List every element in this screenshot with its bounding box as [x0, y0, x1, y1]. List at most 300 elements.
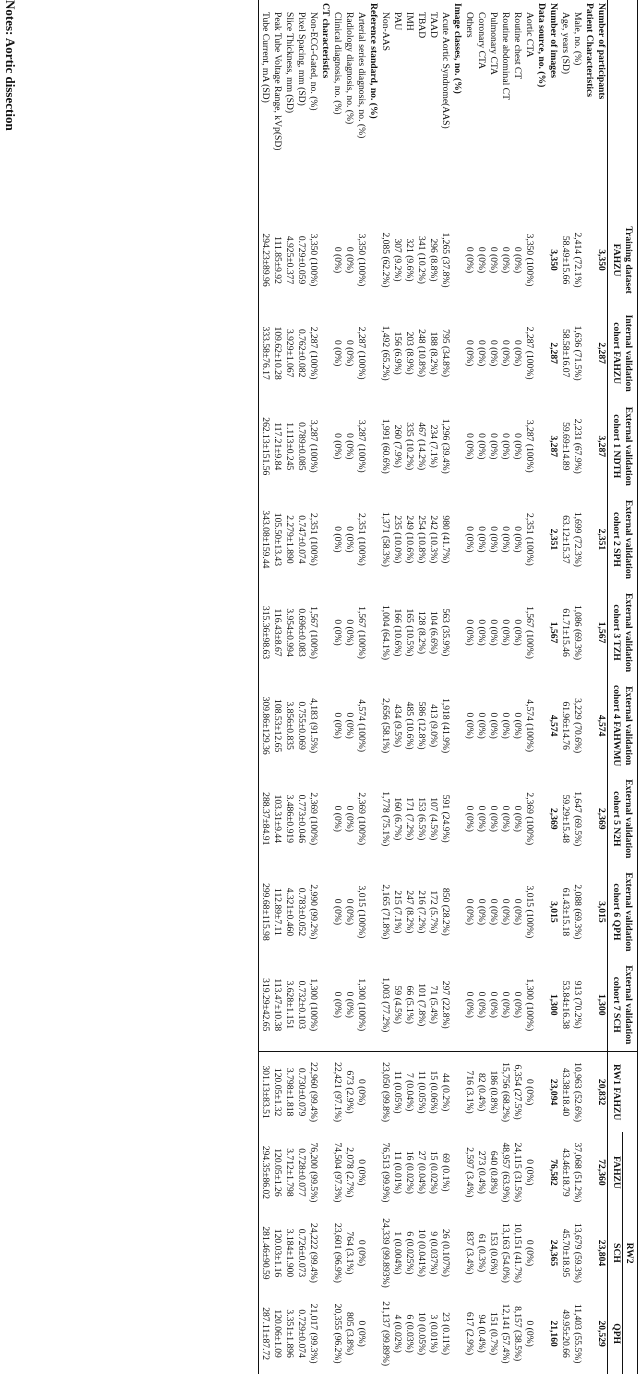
- row-label: Reference standard, no. (%): [368, 3, 379, 119]
- table-cell: [451, 493, 463, 586]
- table-cell: 0.762±0.082: [296, 328, 307, 378]
- table-cell: [535, 586, 547, 679]
- table-cell: 0 (0%): [464, 898, 475, 926]
- table-cell: 301.13±83.51: [259, 1052, 272, 1133]
- row-label: Clinical diagnosis, no. (%): [332, 12, 343, 115]
- table-cell: 10 (0.05%): [416, 1312, 427, 1356]
- table-cell: 2,656 (58.1%): [380, 698, 391, 754]
- table-cell: 2,351: [548, 528, 559, 551]
- row-label: Others: [464, 12, 475, 38]
- table-cell: 0.773±0.046: [296, 794, 307, 843]
- table-cell: 281.46±90.59: [259, 1213, 272, 1294]
- table-cell: 0 (0%): [464, 619, 475, 646]
- table-cell: 61.43±15.18: [560, 887, 571, 937]
- table-cell: 11 (0.01%): [392, 1151, 403, 1194]
- table-cell: 74,504 (97.3%): [332, 1142, 343, 1203]
- table-row-number-of-images: [547, 0, 559, 1374]
- table-cell: 20,355 (96.2%): [332, 1303, 343, 1364]
- table-cell: 108.53±12.65: [272, 699, 283, 753]
- row-label: Age, years (SD): [560, 12, 571, 75]
- table-cell: 335 (10.2%): [404, 422, 415, 471]
- row-label: IMH: [404, 12, 415, 31]
- table-cell: 0 (0%): [344, 712, 355, 739]
- row-label: Arterial series diagnosis, no. (%): [356, 12, 367, 139]
- table-cell: 0 (0%): [464, 526, 475, 553]
- table-cell: 3 (0.01%): [428, 1314, 439, 1353]
- row-label: Slice Thickness, mm (SD): [284, 12, 295, 114]
- table-cell: 4,574: [548, 714, 559, 737]
- table-cell: 21,017 (99.3%): [308, 1303, 319, 1364]
- table-cell: [583, 1052, 595, 1133]
- table-cell: 4.321±0.460: [284, 887, 295, 937]
- table-cell: 0 (0%): [476, 433, 487, 460]
- table-cell: [535, 1052, 547, 1133]
- table-cell: 166 (10.6%): [392, 608, 403, 657]
- table-cell: 111.85±9.92: [272, 236, 283, 284]
- table-cell: 0 (0%): [488, 619, 499, 646]
- column-header-10: RW1 FAHZU: [608, 1052, 638, 1133]
- table-cell: 563 (35.9%): [440, 608, 451, 657]
- table-cell: [367, 213, 379, 306]
- table-cell: 120.03±1.16: [272, 1228, 283, 1278]
- table-cell: [367, 772, 379, 865]
- row-label: Non-AAS: [380, 12, 391, 51]
- table-cell: 0.729±0.074: [296, 1309, 307, 1358]
- table-row-image-classes-no: [451, 0, 463, 1374]
- table-cell: 434 (9.5%): [392, 704, 403, 748]
- table-cell: 1.113±0.245: [284, 422, 295, 471]
- table-cell: [451, 1293, 463, 1374]
- table-cell: 0 (0%): [464, 991, 475, 1018]
- table-cell: 44 (0.2%): [439, 1052, 451, 1133]
- table-cell: 3,287: [596, 435, 607, 458]
- table-cell: 0 (0%): [476, 805, 487, 832]
- table-cell: 24,222 (99.4%): [308, 1223, 319, 1283]
- table-cell: 4,574 (100%): [524, 699, 535, 753]
- table-cell: 294.35±86.02: [259, 1132, 272, 1213]
- table-cell: 82 (0.4%): [475, 1052, 487, 1133]
- table-cell: 156 (6.9%): [392, 331, 403, 375]
- table-cell: 172 (5.7%): [428, 890, 439, 934]
- table-cell: 913 (70.2%): [572, 980, 583, 1029]
- table-cell: 59.69±14.89: [560, 422, 571, 471]
- table-cell: 0 (0%): [332, 619, 343, 646]
- table-cell: 3,287 (100%): [356, 419, 367, 473]
- table-cell: 9 (0.037%): [428, 1231, 439, 1275]
- table-cell: 58.58±16.07: [560, 328, 571, 378]
- table-cell: [583, 586, 595, 679]
- table-cell: 0 (0%): [500, 805, 511, 832]
- table-cell: 309.86±129.36: [259, 679, 272, 772]
- table-cell: 3,350 (100%): [524, 233, 535, 287]
- table-cell: 2,369 (100%): [308, 792, 319, 846]
- table-cell: 2,351 (100%): [524, 513, 535, 566]
- table-cell: 66 (5.1%): [404, 985, 415, 1024]
- table-cell: [535, 679, 547, 772]
- table-cell: 43.46±18.79: [560, 1148, 571, 1197]
- table-cell: 673 (2.9%): [343, 1052, 355, 1133]
- table-cell: 3,015: [596, 901, 607, 923]
- table-cell: 0 (0%): [476, 526, 487, 553]
- table-cell: 0 (0%): [464, 433, 475, 460]
- table-cell: 11,403 (55.5%): [572, 1303, 583, 1364]
- column-header-4: External validation cohort 2 SPH: [608, 493, 638, 586]
- table-cell: 3,287: [548, 435, 559, 458]
- table-cell: 3,287 (100%): [308, 419, 319, 473]
- table-cell: [535, 958, 547, 1051]
- table-cell: 0 (0%): [344, 991, 355, 1018]
- table-cell: 8,157 (38.5%): [512, 1306, 523, 1362]
- row-label: Coronary CTA: [476, 12, 487, 70]
- table-cell: 1,647 (69.5%): [572, 791, 583, 847]
- table-cell: [319, 586, 331, 679]
- table-cell: 2,369 (100%): [524, 792, 535, 846]
- table-cell: [583, 958, 595, 1051]
- table-cell: 0 (0%): [500, 246, 511, 274]
- table-cell: 288.37±84.91: [259, 772, 272, 865]
- table-cell: 1,265 (37.8%): [440, 232, 451, 288]
- table-cell: 23,094: [547, 1052, 559, 1133]
- table-cell: 0 (0%): [464, 712, 475, 739]
- table-cell: 2.279±1.890: [284, 515, 295, 564]
- table-cell: 1,300 (100%): [356, 978, 367, 1032]
- table-cell: 128 (8.2%): [416, 610, 427, 655]
- rw2-group-header: RW2: [623, 1132, 638, 1374]
- column-header-1: Training dataset FAHZU: [608, 213, 638, 306]
- table-cell: 640 (0.8%): [488, 1150, 499, 1195]
- table-cell: 0 (0%): [476, 991, 487, 1018]
- table-cell: [367, 1052, 379, 1133]
- table-cell: 249 (10.6%): [404, 515, 415, 564]
- table-cell: 0 (0%): [464, 246, 475, 274]
- table-cell: 0 (0%): [488, 712, 499, 739]
- table-cell: 1,296 (39.4%): [440, 418, 451, 474]
- table-cell: 26 (0.107%): [440, 1229, 451, 1277]
- table-cell: 321 (9.6%): [404, 238, 415, 282]
- table-cell: 12,141 (57.4%): [500, 1303, 511, 1364]
- table-row-coronary-cta: [475, 0, 487, 1374]
- table-cell: 16 (0.02%): [404, 1150, 415, 1195]
- table-cell: 23,804: [596, 1239, 607, 1267]
- table-cell: 617 (2.9%): [464, 1312, 475, 1356]
- table-cell: 4 (0.02%): [392, 1314, 403, 1353]
- table-cell: 23,601 (96.9%): [332, 1223, 343, 1283]
- table-row-tube-current-ma-sd: [259, 0, 272, 1374]
- table-cell: 0.730±0.079: [295, 1052, 307, 1133]
- table-cell: [451, 1132, 463, 1213]
- table-cell: 113.47±10.38: [272, 978, 283, 1032]
- row-label: Non-ECG-Gated, no. (%): [308, 12, 319, 111]
- table-cell: 795 (34.8%): [440, 329, 451, 378]
- table-cell: [583, 307, 595, 400]
- table-cell: 21,160: [548, 1320, 559, 1347]
- table-cell: 0 (0%): [476, 246, 487, 274]
- table-cell: 0 (0%): [523, 1052, 535, 1133]
- table-cell: [535, 1293, 547, 1374]
- table-cell: 0 (0%): [355, 1052, 367, 1133]
- cohort-characteristics-table: [258, 0, 638, 1374]
- table-row-arterial-series-diagnosis-no: [355, 0, 367, 1374]
- column-header-12: SCH: [608, 1213, 623, 1294]
- table-row-routine-abdominal-ct: [499, 0, 511, 1374]
- table-cell: 76,582: [548, 1159, 559, 1186]
- table-cell: 2,287 (100%): [356, 326, 367, 380]
- table-cell: 0.696±0.083: [296, 608, 307, 657]
- table-row-patient-characteristics: [583, 0, 595, 1374]
- table-row-age-years-sd: [559, 0, 571, 1374]
- table-cell: [583, 400, 595, 493]
- table-cell: [535, 865, 547, 958]
- row-label: Data source, no. (%): [536, 3, 547, 88]
- table-cell: 203 (8.9%): [404, 331, 415, 375]
- table-cell: 7 (0.04%): [403, 1052, 415, 1133]
- table-cell: 0 (0%): [332, 246, 343, 274]
- table-cell: [319, 1213, 331, 1294]
- table-cell: 299.68±115.98: [259, 865, 272, 958]
- table-cell: 3.628±1.151: [284, 980, 295, 1029]
- table-row-ct-characteristics: [319, 0, 331, 1374]
- table-cell: [535, 307, 547, 400]
- row-label: Peak Tube Voltage Range, kVp(SD): [272, 12, 283, 151]
- table-cell: 1,567: [548, 621, 559, 644]
- table-cell: 0 (0%): [464, 805, 475, 832]
- table-cell: 3.954±0.994: [284, 608, 295, 657]
- table-cell: 0 (0%): [344, 246, 355, 274]
- table-row-data-source-no: [535, 0, 547, 1374]
- table-cell: 0 (0%): [500, 339, 511, 367]
- table-cell: 0 (0%): [476, 898, 487, 926]
- table-cell: 3,015 (100%): [524, 885, 535, 939]
- table-cell: [319, 1132, 331, 1213]
- table-cell: 3.712±1.798: [284, 1148, 295, 1197]
- table-cell: 1,300 (100%): [308, 978, 319, 1032]
- table-cell: 0 (0%): [332, 991, 343, 1018]
- table-cell: 117.21±9.84: [272, 422, 283, 471]
- table-cell: 1,567 (100%): [308, 606, 319, 659]
- table-cell: 287.11±87.72: [259, 1293, 272, 1374]
- table-cell: [451, 679, 463, 772]
- row-label: Acute Aortic Syndrome(AAS): [440, 12, 451, 129]
- table-cell: 94 (0.4%): [476, 1314, 487, 1353]
- row-label: Pulmonary CTA: [488, 12, 499, 75]
- table-cell: 343.08±159.44: [259, 493, 272, 586]
- table-cell: 0 (0%): [332, 805, 343, 832]
- table-cell: [367, 1293, 379, 1374]
- table-cell: 235 (10.0%): [392, 515, 403, 564]
- table-cell: 467 (14.2%): [416, 422, 427, 471]
- table-cell: 3.856±0.835: [284, 701, 295, 750]
- table-cell: 0 (0%): [488, 339, 499, 367]
- table-caption: Notes: Aortic dissection: [3, 0, 18, 131]
- table-cell: [319, 213, 331, 306]
- table-cell: 0 (0%): [332, 712, 343, 739]
- table-cell: 63.12±15.37: [560, 515, 571, 564]
- table-cell: 3,287 (100%): [524, 419, 535, 473]
- table-cell: 0 (0%): [524, 1239, 535, 1267]
- table-cell: 1,086 (69.3%): [572, 604, 583, 661]
- table-cell: 0 (0%): [512, 619, 523, 646]
- table-cell: 45.70±18.95: [560, 1228, 571, 1278]
- table-cell: [367, 958, 379, 1051]
- table-cell: [451, 958, 463, 1051]
- table-cell: 242 (10.3%): [428, 515, 439, 564]
- table-cell: 0 (0%): [500, 898, 511, 926]
- table-cell: 0 (0%): [356, 1320, 367, 1347]
- table-cell: 0.732±0.103: [296, 980, 307, 1029]
- table-cell: 0.755±0.069: [296, 701, 307, 750]
- table-cell: [583, 1293, 595, 1374]
- table-cell: [451, 772, 463, 865]
- table-cell: 0 (0%): [512, 805, 523, 832]
- table-row-imh: [403, 0, 415, 1374]
- table-cell: [319, 1052, 331, 1133]
- table-cell: 153 (0.6%): [488, 1231, 499, 1275]
- table-cell: 4,574: [596, 714, 607, 737]
- table-row-reference-standard-no: [367, 0, 379, 1374]
- table-cell: 61 (0.3%): [476, 1233, 487, 1273]
- row-label: Tube Current, mA (SD): [259, 0, 272, 213]
- table-row-number-of-participants: [595, 0, 608, 1374]
- row-label: Image classes, no. (%): [452, 3, 463, 94]
- table-cell: 0 (0%): [356, 1239, 367, 1267]
- table-cell: 1,567 (100%): [524, 606, 535, 659]
- table-cell: 0 (0%): [488, 898, 499, 926]
- row-label: Male, no. (%): [572, 12, 583, 66]
- table-cell: 15 (0.02%): [428, 1150, 439, 1195]
- table-cell: 764 (3.1%): [344, 1231, 355, 1275]
- table-cell: [319, 493, 331, 586]
- table-cell: 3.351±1.896: [284, 1309, 295, 1358]
- table-cell: [451, 307, 463, 400]
- table-cell: 0 (0%): [344, 526, 355, 553]
- table-cell: 341 (10.2%): [416, 236, 427, 285]
- table-cell: 1,567: [596, 621, 607, 644]
- table-cell: 2,287 (100%): [308, 326, 319, 380]
- table-cell: [451, 1213, 463, 1294]
- table-cell: 586 (12.8%): [416, 701, 427, 750]
- table-cell: [367, 493, 379, 586]
- table-cell: 27 (0.04%): [416, 1150, 427, 1195]
- table-cell: 20,832: [595, 1052, 608, 1133]
- table-cell: 3,015: [548, 901, 559, 923]
- table-cell: 0 (0%): [476, 339, 487, 367]
- table-cell: 59.29±15.48: [560, 794, 571, 843]
- table-cell: 2,597 (3.4%): [464, 1147, 475, 1198]
- table-cell: 0 (0%): [512, 339, 523, 367]
- table-cell: 247 (8.2%): [404, 890, 415, 934]
- table-cell: 1,567 (100%): [356, 606, 367, 659]
- table-cell: 0 (0%): [344, 898, 355, 926]
- table-cell: 59 (4.5%): [392, 985, 403, 1024]
- table-cell: [451, 213, 463, 306]
- table-cell: 11 (0.05%): [391, 1052, 403, 1133]
- column-header-2: Internal validation cohort FAHZU: [608, 307, 638, 400]
- table-cell: 0 (0%): [488, 805, 499, 832]
- table-cell: 0 (0%): [488, 433, 499, 460]
- table-cell: 2,287: [548, 342, 559, 364]
- table-cell: 2,369 (100%): [356, 792, 367, 846]
- table-cell: 0 (0%): [500, 433, 511, 460]
- table-cell: 1,492 (65.2%): [380, 325, 391, 381]
- table-cell: 1,699 (72.3%): [572, 511, 583, 567]
- table-cell: 1,918 (41.9%): [440, 698, 451, 754]
- table-row-slice-thickness-mm-sd: [283, 0, 295, 1374]
- table-cell: 2,085 (62.2%): [380, 232, 391, 288]
- table-cell: 120.05±1.26: [272, 1148, 283, 1197]
- column-header-13: QPH: [608, 1293, 623, 1374]
- column-header-3: External validation cohort 1 NDTH: [608, 400, 638, 493]
- table-cell: 2,990 (99.2%): [308, 884, 319, 940]
- table-cell: 23,050 (99.8%): [379, 1052, 391, 1133]
- table-cell: 319.29±42.65: [259, 958, 272, 1051]
- column-header-11: FAHZU: [608, 1132, 623, 1213]
- table-cell: 0 (0%): [476, 619, 487, 646]
- table-cell: 37,068 (51.2%): [572, 1142, 583, 1203]
- table-cell: 10,151 (41.7%): [512, 1223, 523, 1283]
- table-row-acute-aortic-syndrome-aas: [439, 0, 451, 1374]
- table-cell: 61.71±15.46: [560, 608, 571, 657]
- table-cell: 3,350 (100%): [308, 233, 319, 287]
- table-cell: [535, 1132, 547, 1213]
- table-cell: 2,351 (100%): [356, 513, 367, 566]
- table-cell: 10,963 (52.6%): [571, 1052, 583, 1133]
- table-cell: [451, 865, 463, 958]
- table-cell: 0 (0%): [524, 1159, 535, 1186]
- table-cell: 333.58±76.17: [259, 307, 272, 400]
- table-cell: 2,369: [548, 807, 559, 830]
- table-cell: 0.728±0.077: [296, 1148, 307, 1197]
- column-header-7: External validation cohort 5 N2H: [608, 772, 638, 865]
- table-cell: 2,287 (100%): [524, 326, 535, 380]
- table-cell: 11 (0.05%): [415, 1052, 427, 1133]
- table-cell: 107 (4.5%): [428, 797, 439, 841]
- table-cell: 0.783±0.052: [296, 887, 307, 937]
- table-cell: 6 (0.025%): [404, 1231, 415, 1275]
- column-header-8: External validation cohort 6 QPH: [608, 865, 638, 958]
- table-cell: 15,756 (68.2%): [499, 1052, 511, 1133]
- table-cell: [583, 493, 595, 586]
- table-row-aortic-cta: [523, 0, 535, 1374]
- table-row-male-no: [571, 0, 583, 1374]
- table-cell: [583, 213, 595, 306]
- table-cell: [319, 1293, 331, 1374]
- table-cell: 260 (7.9%): [392, 424, 403, 468]
- table-cell: 591 (24.9%): [440, 794, 451, 843]
- table-cell: 2,287: [596, 342, 607, 364]
- table-cell: [319, 400, 331, 493]
- table-cell: 297 (22.8%): [440, 980, 451, 1029]
- table-cell: [367, 400, 379, 493]
- table-cell: 315.36±98.63: [259, 586, 272, 679]
- table-cell: [319, 679, 331, 772]
- table-cell: 0.789±0.085: [296, 422, 307, 471]
- table-cell: [451, 586, 463, 679]
- table-cell: 0 (0%): [524, 1320, 535, 1347]
- table-cell: 2,414 (72.1%): [572, 232, 583, 288]
- table-cell: 1,991 (60.6%): [380, 418, 391, 474]
- table-cell: 0 (0%): [488, 526, 499, 553]
- table-cell: 71 (5.4%): [428, 985, 439, 1024]
- row-label: Number of images: [548, 3, 559, 78]
- table-cell: 1,004 (64.1%): [380, 604, 391, 661]
- table-cell: 61.96±14.76: [560, 701, 571, 750]
- column-header-9: External validation cohort 7 SCH: [608, 958, 638, 1051]
- table-cell: 160 (6.7%): [392, 797, 403, 841]
- table-row-clinical-diagnosis-no: [331, 0, 343, 1374]
- table-cell: [535, 400, 547, 493]
- table-cell: 0.726±0.073: [296, 1228, 307, 1278]
- table-cell: 294.23±89.96: [259, 213, 272, 306]
